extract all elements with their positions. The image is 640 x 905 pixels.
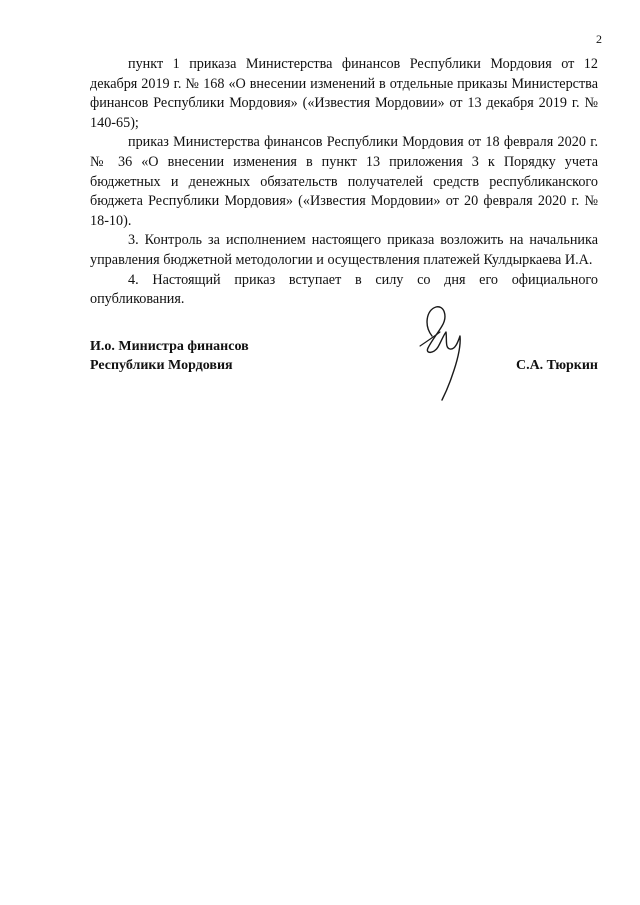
signature-block (90, 337, 598, 407)
signer-title-line-1: И.о. Министра финансов (90, 339, 249, 354)
paragraph-item-4: 4. Настоящий приказ вступает в силу со дня его официального опубликования. (90, 271, 598, 308)
document-body (90, 55, 598, 310)
signer-title-line-2: Республики Мордовия (90, 358, 233, 373)
paragraph-item-3: 3. Контроль за исполнением настоящего приказа возложить на начальника управления бюджетной методологии и осуществления платежей Кулдыркаева И.А. (90, 232, 598, 268)
paragraph-clause-1: пункт 1 приказа Министерства финансов Республики Мордовия от 12 декабря 2019 г. № 168 «О внесении изменений в отдельные приказы Министерства финансов Республики Мордовия» («Известия Мордовии» от 13 декабря 2019 г. № 140-65); (90, 56, 598, 131)
signer-title (90, 337, 249, 375)
paragraph-clause-2: приказ Министерства финансов Республики Мордовия от 18 февраля 2020 г. № 36 «О внесении изменения в пункт 13 приложения 3 к Порядку учета бюджетных и денежных обязательств получателей средств республиканского бюджета Республики Мордовия» («Известия Мордовии» от 20 февраля 2020 г. № 18-10). (90, 134, 598, 229)
page-number: 2 (596, 32, 602, 46)
handwritten-signature (410, 302, 500, 402)
signer-name: С.А. Тюркин (515, 358, 598, 373)
